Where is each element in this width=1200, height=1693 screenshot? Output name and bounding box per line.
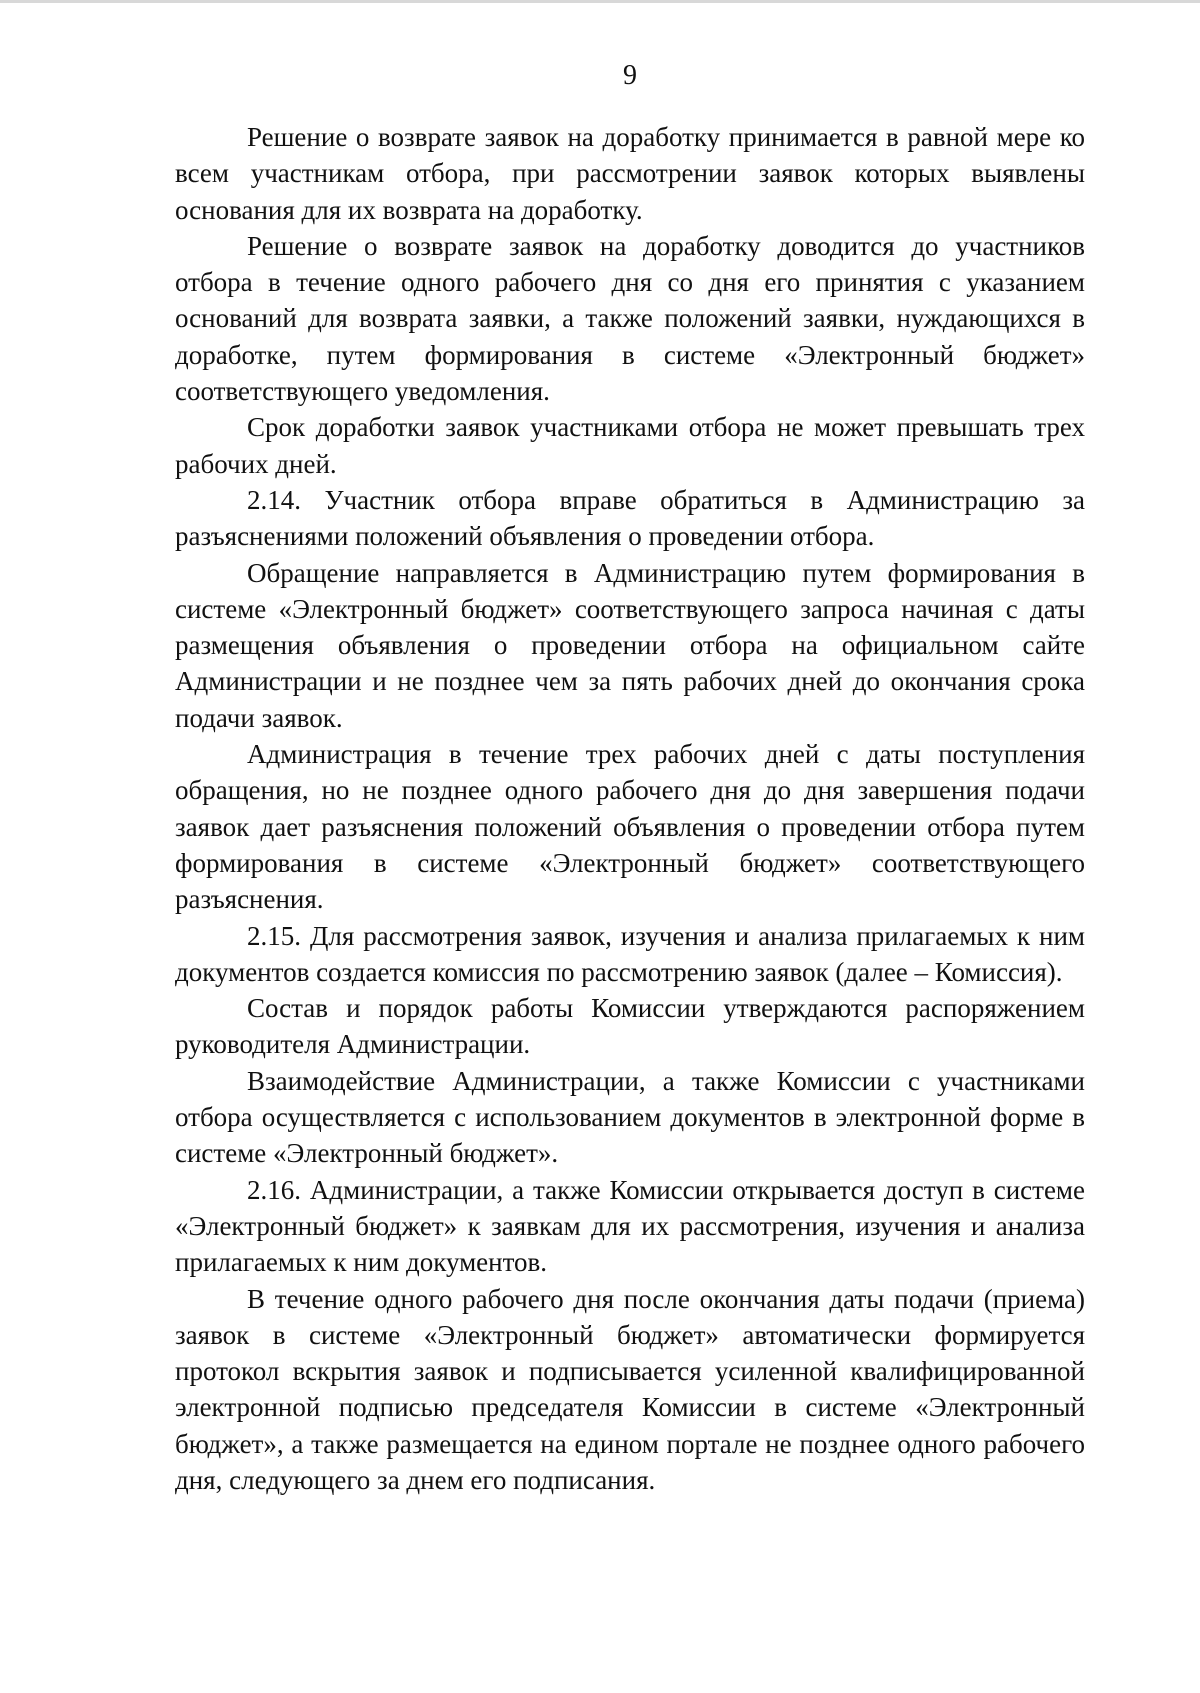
paragraph: Срок доработки заявок участниками отбора не может превышать трех рабочих дней. — [175, 412, 1085, 479]
paragraph-section-2-15: 2.15. Для рассмотрения заявок, изучения и анализа прилагаемых к ним документов создается комиссия по рассмотрению заявок (далее – Комиссия). — [175, 920, 1085, 987]
paragraph: Обращение направляется в Администрацию путем формирования в системе «Электронный бюджет» соответствующего запроса начиная с даты размещения объявления о проведении отбора на официальном сайте Администрации и не позднее чем за пять рабочих дней до окончания срока подачи заявок. — [175, 557, 1085, 733]
paragraph: Администрация в течение трех рабочих дней с даты поступления обращения, но не позднее одного рабочего дня до дня завершения подачи заявок дает разъяснения положений объявления о проведении отбора путем формирования в системе «Электронный бюджет» соответствующего разъяснения. — [175, 739, 1085, 915]
paragraph: Решение о возврате заявок на доработку доводится до участников отбора в течение одного рабочего дня со дня его принятия с указанием оснований для возврата заявки, а также положений заявки, нуждающихся в доработке, путем формирования в системе «Электронный бюджет» соответствующего уведомления. — [175, 230, 1085, 407]
paragraph: В течение одного рабочего дня после окончания даты подачи (приема) заявок в системе «Электронный бюджет» автоматически формируется протокол вскрытия заявок и подписывается усиленной квалифицированной электронной подписью председателя Комиссии в системе «Электронный бюджет», а также размещается на едином портале не позднее одного рабочего дня, следующего за днем его подписания. — [175, 1283, 1085, 1495]
page-top-edge — [0, 0, 1200, 3]
paragraph-section-2-16: 2.16. Администрации, а также Комиссии открывается доступ в системе «Электронный бюджет» к заявкам для их рассмотрения, изучения и анализа прилагаемых к ним документов. — [175, 1174, 1085, 1278]
paragraph: Решение о возврате заявок на доработку принимается в равной мере ко всем участникам отбора, при рассмотрении заявок которых выявлены основания для их возврата на доработку. — [175, 122, 1085, 225]
document-body — [175, 119, 1085, 1498]
page-number: 9 — [623, 60, 637, 91]
paragraph: Взаимодействие Администрации, а также Комиссии с участниками отбора осуществляется с использованием документов в электронной форме в системе «Электронный бюджет». — [175, 1065, 1085, 1169]
paragraph: Состав и порядок работы Комиссии утверждаются распоряжением руководителя Администрации. — [175, 993, 1085, 1060]
paragraph-section-2-14: 2.14. Участник отбора вправе обратиться в Администрацию за разъяснениями положений объявления о проведении отбора. — [175, 484, 1085, 552]
